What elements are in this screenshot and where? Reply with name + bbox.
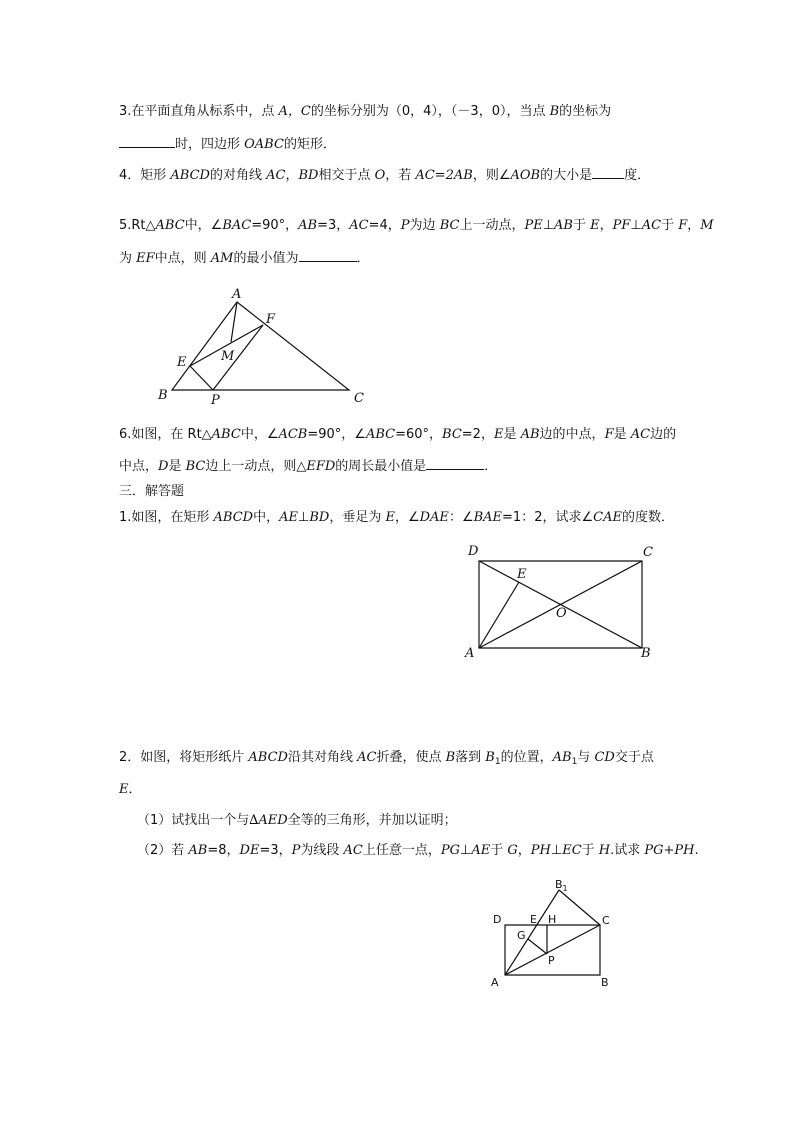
q4-rect: ABCD bbox=[170, 168, 210, 183]
q6-text: ABC bbox=[211, 427, 241, 442]
label-a: A bbox=[491, 976, 499, 989]
p2-text: .试求 bbox=[610, 843, 645, 858]
q5-text: 中，∠ bbox=[184, 218, 223, 233]
folded-rectangle-figure-p2 bbox=[485, 878, 625, 996]
q5-text: M bbox=[700, 218, 714, 233]
label-b: B bbox=[601, 976, 609, 989]
q5-text: ， bbox=[687, 218, 701, 233]
q6-text: 是 bbox=[503, 427, 521, 442]
triangle-abc bbox=[172, 302, 349, 390]
p2-rect: ABCD bbox=[248, 750, 288, 765]
q3-line2 bbox=[119, 135, 336, 153]
q4-text: 相交于点 bbox=[318, 168, 375, 183]
p1-text: ABCD bbox=[213, 510, 254, 525]
q5-text: AC bbox=[349, 218, 369, 233]
label-b: B bbox=[641, 646, 651, 661]
q5-text: PF bbox=[612, 218, 631, 233]
p2-sub2 bbox=[137, 843, 699, 859]
p1-text: ，垂足为 bbox=[329, 510, 386, 525]
segment-ae bbox=[479, 582, 519, 648]
q3-text: 的坐标为 bbox=[559, 104, 612, 119]
p2-text: ， bbox=[517, 843, 531, 858]
q5-text: =90°， bbox=[251, 218, 299, 233]
label-e: E bbox=[177, 355, 187, 370]
q5-text: AC bbox=[641, 218, 662, 233]
p2-text: 沿其对角线 bbox=[287, 750, 358, 765]
label-p: P bbox=[211, 393, 220, 408]
q6-text: 中，∠ bbox=[240, 427, 279, 442]
q6-text: F bbox=[604, 427, 614, 442]
rectangle-figure-p1 bbox=[460, 540, 660, 665]
q5-text: BAC bbox=[222, 218, 252, 233]
p1-text: =1：2，试求∠ bbox=[502, 510, 594, 525]
q6-text: 边的 bbox=[650, 427, 677, 442]
q4-line bbox=[119, 166, 650, 184]
segment-pg bbox=[528, 939, 547, 954]
p2-text: PG+PH bbox=[644, 843, 695, 858]
p2-b1-sub: 1 bbox=[494, 757, 501, 767]
p2-text: AB bbox=[188, 843, 208, 858]
p2-line1 bbox=[119, 750, 654, 770]
q6-text: AB bbox=[520, 427, 540, 442]
p2-text: 上任意一点， bbox=[362, 843, 441, 858]
q5-answer-blank[interactable] bbox=[299, 249, 357, 262]
q5-text: ⊥ bbox=[542, 218, 555, 233]
p2-text: . bbox=[694, 843, 699, 858]
q4-aob: AOB bbox=[510, 168, 541, 183]
p1-text: BAE bbox=[473, 510, 503, 525]
q6-text: 的周长最小值是 bbox=[335, 459, 427, 474]
p2-text: AC bbox=[343, 843, 363, 858]
q6-text: 是 bbox=[613, 427, 631, 442]
q5-text: AB bbox=[554, 218, 573, 233]
q6-text: ACB bbox=[278, 427, 308, 442]
q5-text: E bbox=[590, 218, 600, 233]
q5-text: 为边 bbox=[409, 218, 440, 233]
label-f: F bbox=[266, 312, 276, 327]
q4-text: 4．矩形 bbox=[119, 168, 171, 183]
q4-text: ，则∠ bbox=[472, 168, 511, 183]
p2-text: PH bbox=[530, 843, 551, 858]
p2-text: 落到 bbox=[455, 750, 486, 765]
q4-o: O bbox=[374, 168, 386, 183]
p2-text: ⊥ bbox=[550, 843, 563, 858]
q3-text: 的矩形． bbox=[283, 137, 336, 152]
p2-text: P bbox=[291, 843, 301, 858]
q5-am: AM bbox=[210, 251, 234, 266]
q3-quad: OABC bbox=[244, 137, 284, 152]
q6-text: =60°， bbox=[395, 427, 443, 442]
q5-text: 5.Rt△ bbox=[119, 218, 156, 233]
q6-text: EFD bbox=[306, 459, 336, 474]
q4-eq: AC=2AB bbox=[415, 168, 473, 183]
q5-text: =3， bbox=[317, 218, 350, 233]
q4-text: 的对角线 bbox=[209, 168, 267, 183]
p2-text: =8， bbox=[207, 843, 240, 858]
p2-e: E bbox=[119, 782, 129, 797]
q6-text: BC bbox=[442, 427, 462, 442]
label-a: A bbox=[465, 646, 475, 661]
label-b1-main: B bbox=[555, 878, 563, 891]
p1-text: DAE bbox=[419, 510, 449, 525]
section-heading: 三．解答题 bbox=[119, 484, 185, 499]
p2-text: G bbox=[507, 843, 518, 858]
p2-ac: AC bbox=[357, 750, 377, 765]
q3-text: 时，四边形 bbox=[175, 137, 245, 152]
p1-text: BD bbox=[309, 510, 330, 525]
label-e: E bbox=[517, 567, 527, 582]
q3-point-b: B bbox=[549, 104, 560, 119]
label-h: H bbox=[548, 913, 557, 926]
label-m: M bbox=[221, 349, 235, 364]
p2-text: ⊥ bbox=[460, 843, 472, 858]
q6-text: 边的中点， bbox=[539, 427, 605, 442]
q5-line1 bbox=[119, 218, 714, 234]
q6-text: AC bbox=[630, 427, 651, 442]
q5-text: 于 bbox=[661, 218, 679, 233]
q6-text: =90°，∠ bbox=[307, 427, 366, 442]
q4-text: ，若 bbox=[385, 168, 416, 183]
q6-text: 是 bbox=[168, 459, 186, 474]
p2-triangle: ∆AED bbox=[249, 813, 288, 828]
q6-text: 中点， bbox=[119, 459, 159, 474]
p1-text: ，∠ bbox=[394, 510, 420, 525]
q3-line1 bbox=[119, 104, 611, 120]
q3-text: 3.在平面直角从标系中，点 bbox=[119, 104, 279, 119]
p2-text: 于 bbox=[490, 843, 508, 858]
q5-text: 为 bbox=[119, 251, 137, 266]
p2-text: 全等的三角形，并加以证明； bbox=[287, 813, 457, 828]
q6-line2 bbox=[119, 457, 497, 475]
p2-text: 折叠，使点 bbox=[376, 750, 446, 765]
p2-b1: B bbox=[485, 750, 495, 765]
q3-text: 的坐标分别为（0，4），（－3，0），当点 bbox=[310, 104, 550, 119]
label-b1 bbox=[555, 878, 568, 893]
p1-text: ：∠ bbox=[448, 510, 474, 525]
q3-answer-blank[interactable] bbox=[119, 135, 175, 148]
p2-b: B bbox=[445, 750, 456, 765]
p1-text: 1.如图，在矩形 bbox=[119, 510, 214, 525]
label-d: D bbox=[468, 544, 479, 559]
q5-text: ABC bbox=[155, 218, 185, 233]
p2-sub1 bbox=[137, 813, 457, 829]
q6-text: =2， bbox=[461, 427, 494, 442]
q5-text: ， bbox=[599, 218, 613, 233]
q5-text: 中点，则 bbox=[154, 251, 211, 266]
p1-text: CAE bbox=[593, 510, 622, 525]
q4-text: 度． bbox=[624, 168, 651, 183]
q5-text: F bbox=[678, 218, 688, 233]
q5-text: AB bbox=[298, 218, 318, 233]
label-g: G bbox=[517, 929, 526, 942]
label-o: O bbox=[556, 606, 567, 621]
p2-line2 bbox=[119, 782, 142, 798]
q5-text: P bbox=[400, 218, 410, 233]
p2-text: DE bbox=[239, 843, 260, 858]
q6-text: D bbox=[158, 459, 169, 474]
p2-ab1: AB bbox=[552, 750, 572, 765]
label-c: C bbox=[643, 545, 653, 560]
q5-text: 于 bbox=[572, 218, 591, 233]
segment-pe bbox=[190, 366, 213, 390]
q5-text: =4， bbox=[368, 218, 401, 233]
q4-text: ， bbox=[285, 168, 299, 183]
q5-ef: EF bbox=[136, 251, 155, 266]
p2-text: 2．如图，将矩形纸片 bbox=[119, 750, 249, 765]
p2-text: AE bbox=[471, 843, 491, 858]
q5-text: BC bbox=[439, 218, 460, 233]
q4-answer-blank[interactable] bbox=[592, 166, 624, 179]
p2-text: ． bbox=[128, 782, 142, 797]
label-a: A bbox=[232, 287, 242, 302]
p2-text: 与 bbox=[577, 750, 595, 765]
p2-text: 交于点 bbox=[614, 750, 654, 765]
q6-text: 边上一动点，则△ bbox=[205, 459, 307, 474]
p1-text: ⊥ bbox=[298, 510, 310, 525]
p2-cd: CD bbox=[594, 750, 615, 765]
label-d: D bbox=[493, 913, 502, 926]
triangle-figure-q5 bbox=[150, 280, 370, 410]
q4-bd: BD bbox=[298, 168, 319, 183]
p2-text: PG bbox=[440, 843, 461, 858]
p2-text: （2）若 bbox=[137, 843, 189, 858]
q6-text: E bbox=[493, 427, 504, 442]
p1-text: 的度数． bbox=[621, 510, 674, 525]
p2-text: EC bbox=[562, 843, 582, 858]
q5-text: 的最小值为 bbox=[233, 251, 299, 266]
p2-text: （1）试找出一个与 bbox=[137, 813, 250, 828]
label-p: P bbox=[548, 954, 555, 967]
q6-text: BC bbox=[185, 459, 206, 474]
q6-text: ． bbox=[484, 459, 498, 474]
p2-text: 于 bbox=[581, 843, 599, 858]
label-b1-sub: 1 bbox=[562, 884, 568, 893]
p2-ab1-sub: 1 bbox=[571, 757, 578, 767]
label-e: E bbox=[530, 913, 537, 926]
p1-text: E bbox=[385, 510, 395, 525]
q6-text: 6.如图，在 Rt△ bbox=[119, 427, 212, 442]
q3-points: A，C bbox=[278, 104, 311, 119]
p2-text: 的位置， bbox=[500, 750, 553, 765]
q5-text: PE bbox=[524, 218, 543, 233]
label-c: C bbox=[602, 914, 610, 927]
p1-text: AE bbox=[279, 510, 299, 525]
q6-text: ABC bbox=[365, 427, 396, 442]
p1-text: 中， bbox=[253, 510, 280, 525]
q6-answer-blank[interactable] bbox=[426, 457, 484, 470]
p2-text: H bbox=[598, 843, 611, 858]
p2-text: 为线段 bbox=[300, 843, 344, 858]
q6-line1 bbox=[119, 427, 676, 443]
label-c: C bbox=[354, 391, 364, 406]
p1-line bbox=[119, 510, 674, 526]
segment-b1c bbox=[559, 890, 600, 925]
q5-text: 上一动点， bbox=[459, 218, 525, 233]
q5-text: ⊥ bbox=[630, 218, 642, 233]
label-b: B bbox=[158, 388, 168, 403]
q5-text: ． bbox=[356, 251, 370, 266]
p2-text: =3， bbox=[259, 843, 292, 858]
q4-ac: AC bbox=[266, 168, 286, 183]
q4-text: 的大小是 bbox=[540, 168, 593, 183]
q5-line2 bbox=[119, 249, 370, 267]
